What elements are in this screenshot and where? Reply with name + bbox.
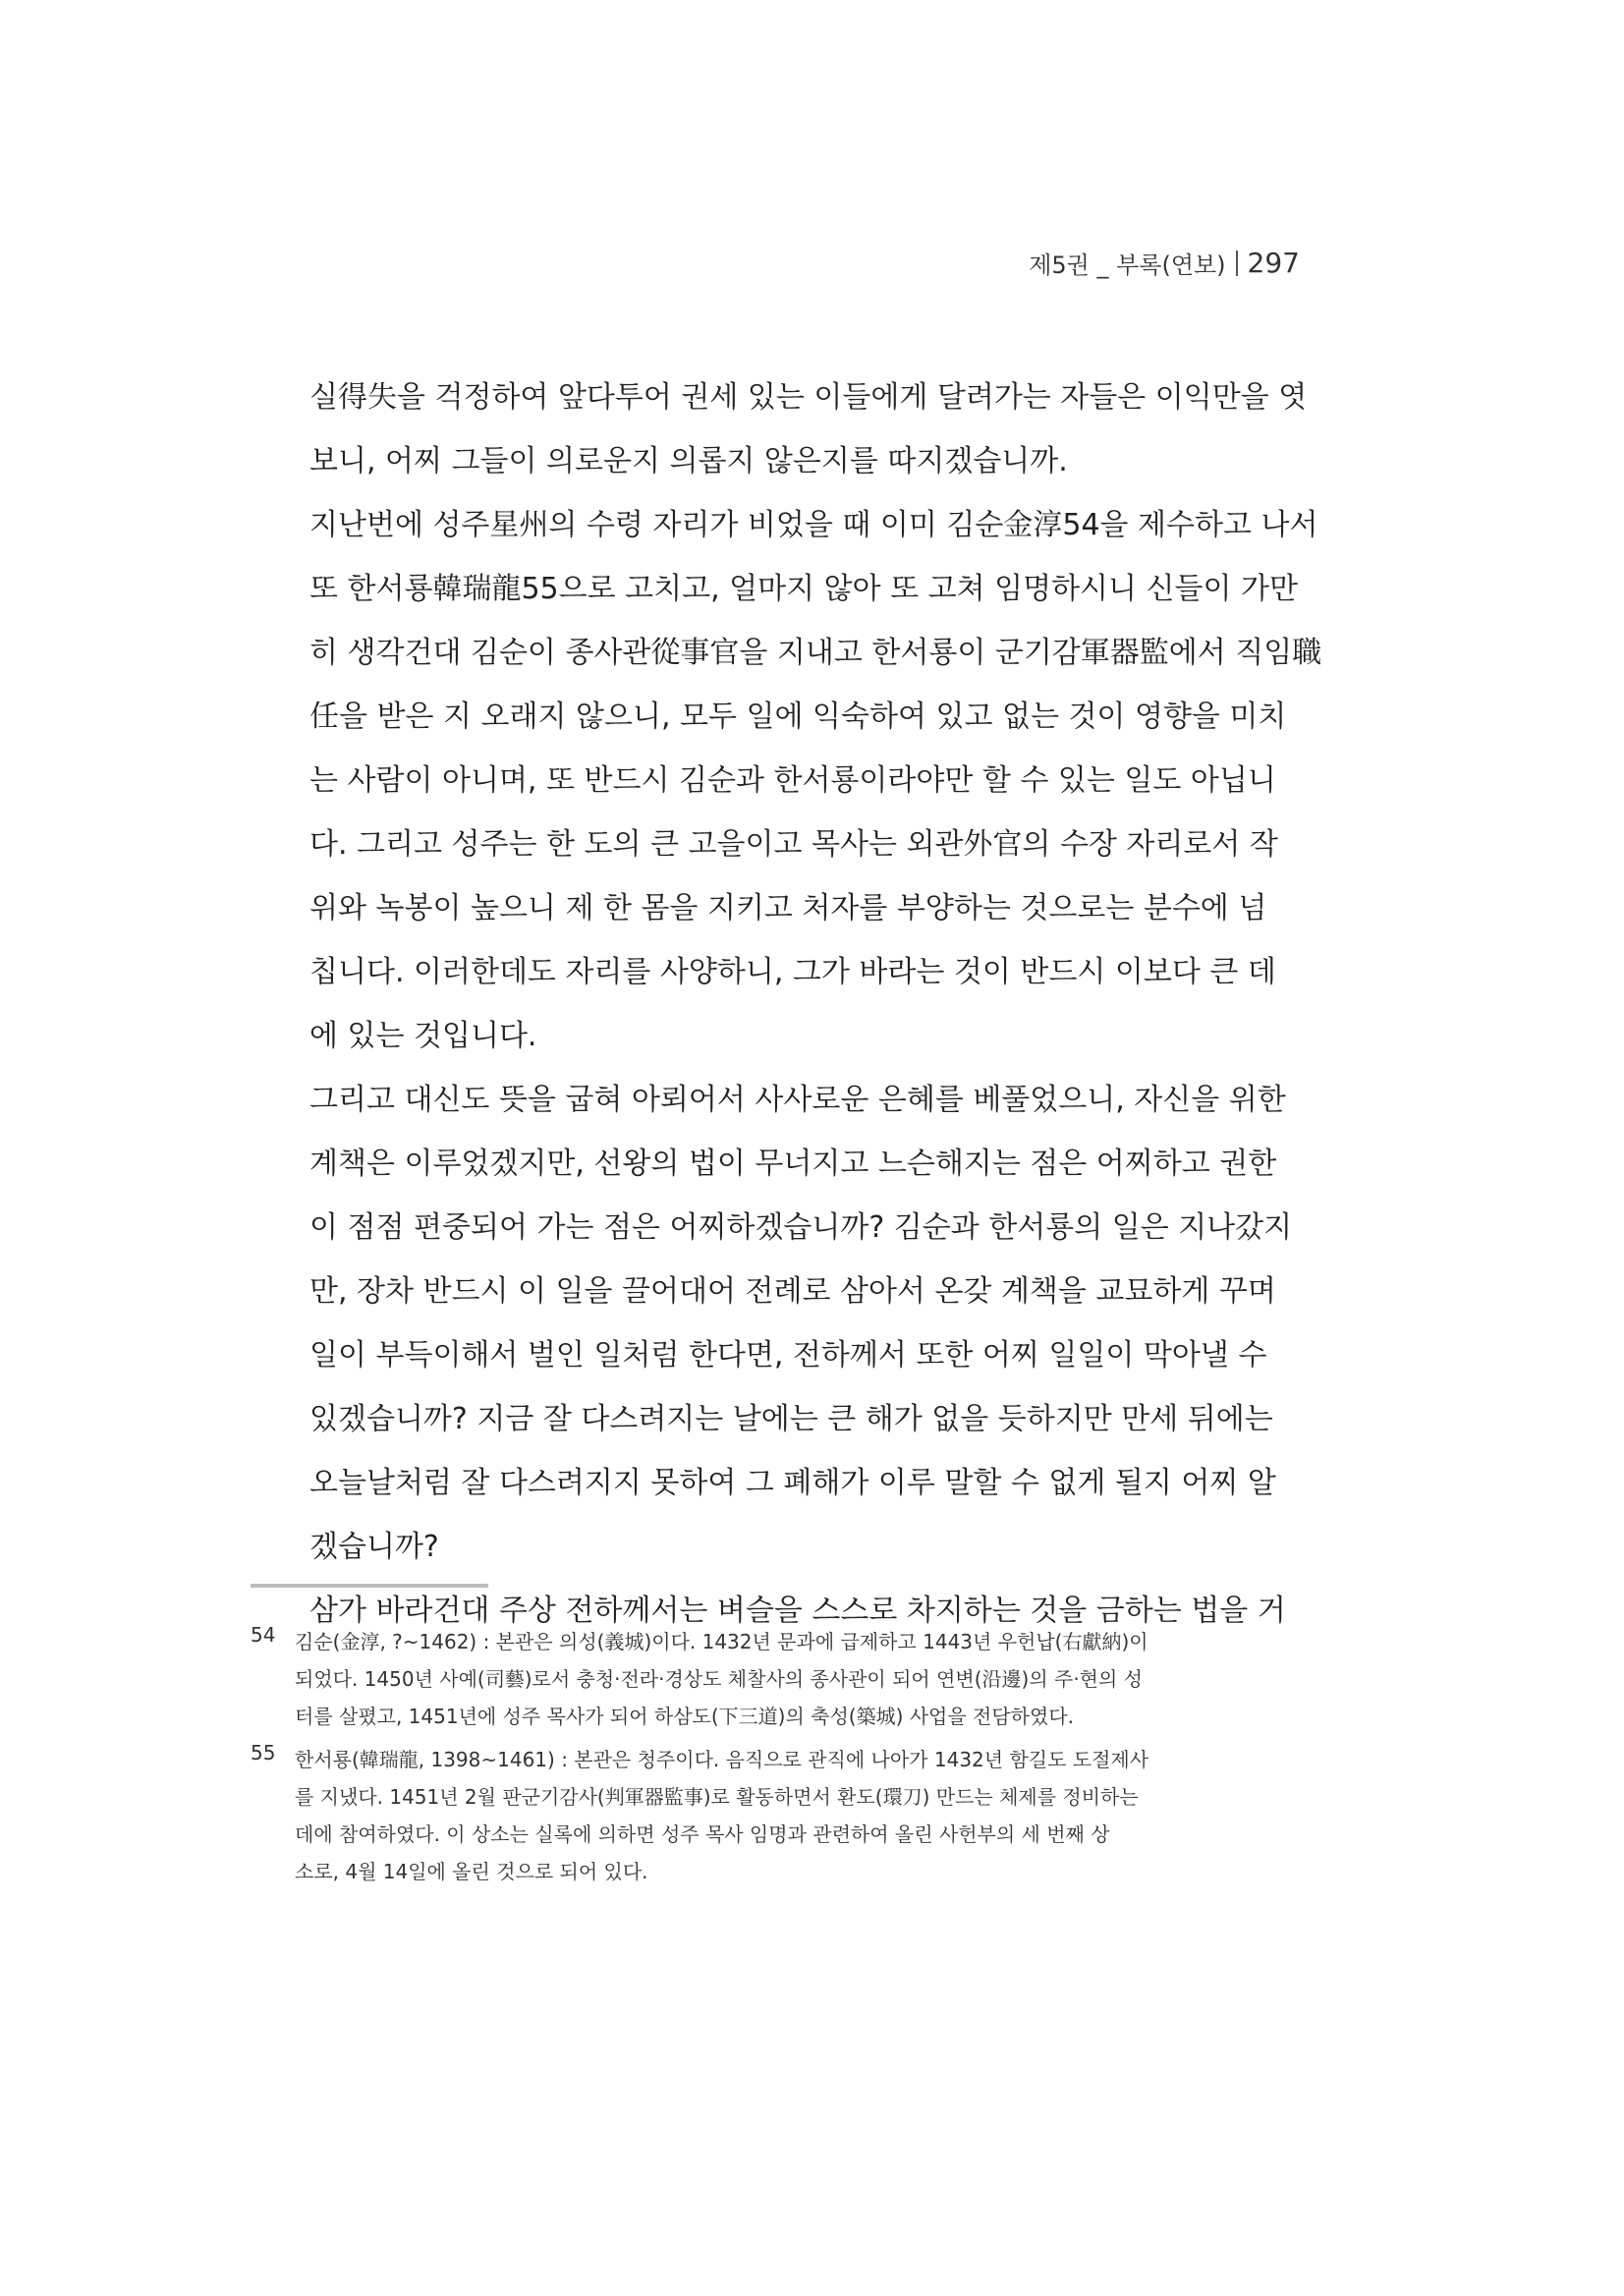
text-line: 있겠습니까? 지금 잘 다스려지는 날에는 큰 해가 없을 듯하지만 만세 뒤에는 — [309, 1402, 1273, 1436]
text-line: 이 점점 편중되어 가는 점은 어찌하겠습니까? 김순과 한서룡의 일은 지나갔지 — [309, 1210, 1293, 1245]
text-line: 실得失을 걱정하여 앞다투어 권세 있는 이들에게 달려가는 자들은 이익만을 엿 — [309, 380, 1308, 415]
text-line: 또 한서룡韓瑞龍55으로 고치고, 얼마지 않아 또 고쳐 임명하시니 신들이 가만 — [309, 572, 1298, 606]
text-line: 겠습니까? — [309, 1530, 439, 1564]
text-line: 일이 부득이해서 벌인 일처럼 한다면, 전하께서 또한 어찌 일일이 막아낼 수 — [309, 1338, 1267, 1372]
footnote-line: 터를 살폈고, 1451년에 성주 목사가 되어 하삼도(下三道)의 축성(築城) 사업을 전담하였다. — [295, 1705, 1075, 1728]
running-header — [1029, 246, 1300, 280]
footnote-number: 54 — [251, 1623, 276, 1647]
footnote-line: 한서룡(韓瑞龍, 1398~1461) : 본관은 청주이다. 음직으로 관직에 나아가 1432년 함길도 도절제사 — [295, 1748, 1149, 1771]
footnote-line: 데에 참여하였다. 이 상소는 실록에 의하면 성주 목사 임명과 관련하여 올린 사헌부의 세 번째 상 — [295, 1822, 1110, 1846]
header-divider — [1236, 251, 1238, 276]
footnote-line: 를 지냈다. 1451년 2월 판군기감사(判軍器監事)로 활동하면서 환도(環刀) 만드는 체제를 정비하는 — [295, 1785, 1139, 1809]
text-line: 칩니다. 이러한데도 자리를 사양하니, 그가 바라는 것이 반드시 이보다 큰 데 — [309, 955, 1276, 989]
footnote-line: 되었다. 1450년 사예(司藝)로서 충청·전라·경상도 체찰사의 종사관이 되어 연변(沿邊)의 주·현의 성 — [295, 1667, 1143, 1691]
page-number: 297 — [1247, 247, 1300, 279]
text-line: 삼가 바라건대 주상 전하께서는 벼슬을 스스로 차지하는 것을 금하는 법을 거 — [309, 1594, 1286, 1628]
main-text — [309, 365, 1322, 1643]
text-line: 만, 장차 반드시 이 일을 끌어대어 전례로 삼아서 온갖 계책을 교묘하게 꾸며 — [309, 1274, 1276, 1309]
text-line: 다. 그리고 성주는 한 도의 큰 고을이고 목사는 외관外官의 수장 자리로서 작 — [309, 827, 1278, 862]
footnote-separator — [251, 1584, 488, 1588]
footnote-54 — [251, 1623, 1312, 1735]
text-line: 보니, 어찌 그들이 의로운지 의롭지 않은지를 따지겠습니까. — [309, 444, 1068, 478]
footnote-line: 소로, 4월 14일에 올린 것으로 되어 있다. — [295, 1860, 648, 1883]
text-line: 그리고 대신도 뜻을 굽혀 아뢰어서 사사로운 은혜를 베풀었으니, 자신을 위한 — [309, 1083, 1286, 1117]
text-line: 히 생각건대 김순이 종사관從事官을 지내고 한서룡이 군기감軍器監에서 직임職 — [309, 636, 1322, 670]
text-line: 위와 녹봉이 높으니 제 한 몸을 지키고 처자를 부양하는 것으로는 분수에 넘 — [309, 891, 1267, 925]
text-line: 지난번에 성주星州의 수령 자리가 비었을 때 이미 김순金淳54을 제수하고 나서 — [309, 508, 1318, 542]
text-line: 任을 받은 지 오래지 않으니, 모두 일에 익숙하여 있고 없는 것이 영향을 미치 — [309, 700, 1287, 734]
text-line: 오늘날처럼 잘 다스려지지 못하여 그 폐해가 이루 말할 수 없게 될지 어찌 알 — [309, 1466, 1276, 1500]
text-line: 에 있는 것입니다. — [309, 1019, 537, 1053]
footnote-55 — [251, 1741, 1312, 1890]
footnote-line: 김순(金淳, ?~1462) : 본관은 의성(義城)이다. 1432년 문과에 급제하고 1443년 우헌납(右獻納)이 — [295, 1630, 1148, 1653]
chapter-title: 제5권 _ 부록(연보) — [1029, 252, 1226, 279]
footnote-number: 55 — [251, 1741, 276, 1764]
footnotes — [251, 1623, 1312, 1896]
text-line: 계책은 이루었겠지만, 선왕의 법이 무너지고 느슨해지는 점은 어찌하고 권한 — [309, 1147, 1277, 1181]
text-line: 는 사람이 아니며, 또 반드시 김순과 한서룡이라야만 할 수 있는 일도 아닙니 — [309, 763, 1276, 798]
